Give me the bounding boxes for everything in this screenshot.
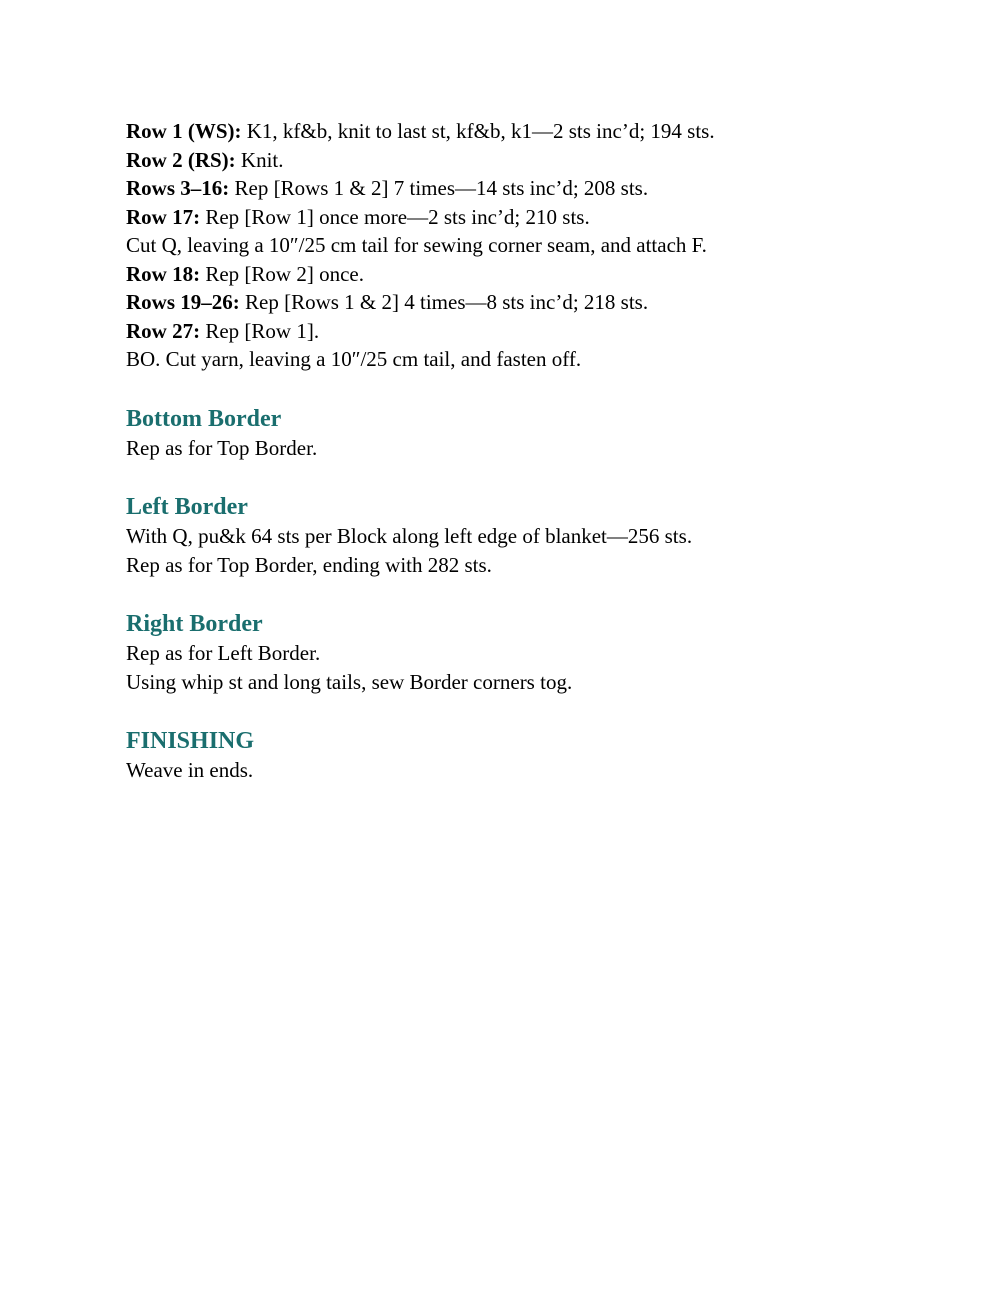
- row-instruction: [126, 317, 946, 346]
- row-label: Rows 19–26:: [126, 290, 240, 314]
- row-instruction: [126, 288, 946, 317]
- row-text: Rep [Row 1].: [200, 318, 320, 343]
- row-instruction: [126, 146, 946, 175]
- row-text: Cut Q, leaving a 10″/25 cm tail for sewing corner seam, and attach F.: [126, 233, 707, 257]
- row-label: Row 1 (WS):: [126, 119, 242, 143]
- row-label: Row 2 (RS):: [126, 147, 236, 172]
- row-label: Rows 3–16:: [126, 176, 230, 200]
- right-border-section: [126, 609, 946, 696]
- row-instruction: [126, 203, 946, 232]
- instruction-line: Weave in ends.: [126, 758, 254, 782]
- section-heading: FINISHING: [126, 728, 255, 754]
- section-heading: Left Border: [126, 494, 248, 520]
- row-label: Row 17:: [126, 204, 201, 229]
- row-text: K1, kf&b, knit to last st, kf&b, k1—2 sts inc’d; 194 sts.: [241, 119, 715, 143]
- top-border-rows: [126, 117, 946, 374]
- row-instruction: [126, 260, 946, 289]
- bottom-border-section: [126, 404, 946, 463]
- instruction-line: Rep as for Top Border.: [126, 435, 318, 460]
- instruction-line: Rep as for Left Border.: [126, 641, 321, 665]
- row-instruction: [126, 174, 946, 203]
- row-text: Rep [Rows 1 & 2] 4 times—8 sts inc’d; 218 sts.: [239, 290, 649, 314]
- section-heading: Bottom Border: [126, 405, 282, 432]
- section-heading: Right Border: [126, 611, 263, 637]
- left-border-section: [126, 492, 946, 579]
- row-label: Row 18:: [126, 261, 201, 286]
- row-instruction: [126, 345, 946, 374]
- row-instruction: [126, 117, 946, 146]
- row-text: Rep [Row 1] once more—2 sts inc’d; 210 sts.: [200, 204, 590, 229]
- row-text: Rep [Row 2] once.: [200, 261, 364, 286]
- row-text: Rep [Rows 1 & 2] 7 times—14 sts inc’d; 208 sts.: [229, 176, 649, 200]
- row-text: Knit.: [235, 147, 284, 172]
- pattern-page: [126, 117, 946, 785]
- row-instruction: [126, 231, 946, 260]
- finishing-section: [126, 726, 946, 785]
- instruction-line: With Q, pu&k 64 sts per Block along left edge of blanket—256 sts.: [126, 524, 693, 548]
- row-text: BO. Cut yarn, leaving a 10″/25 cm tail, and fasten off.: [126, 347, 582, 371]
- instruction-line: Using whip st and long tails, sew Border corners tog.: [126, 669, 573, 694]
- row-label: Row 27:: [126, 318, 201, 343]
- instruction-line: Rep as for Top Border, ending with 282 sts.: [126, 552, 492, 577]
